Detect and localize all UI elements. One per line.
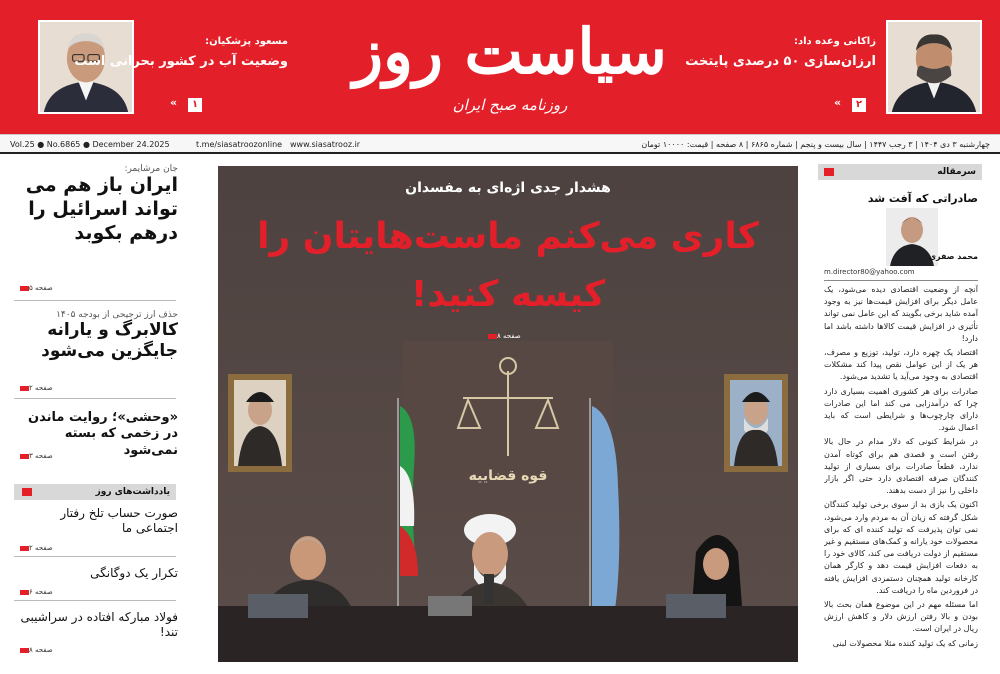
masthead <box>0 0 1000 134</box>
right-teaser-arrows: « <box>834 96 842 109</box>
note-headline[interactable]: فولاد مبارکه افتاده در سراشیبی تند! <box>20 610 178 639</box>
editorial-column <box>818 164 982 674</box>
right-teaser-page[interactable]: ۲ <box>852 98 866 112</box>
right-teaser[interactable] <box>685 20 982 120</box>
editorial-paragraph: آنچه از وضعیت اقتصادی دیده می‌شود، یک عامل دیگر برای افزایش قیمت‌ها نیز به وجود آمده شاید برخی بگویند که این عامل نمی تواند تأثیری در افزایش قیمت کالاها داشته باشد اما دارد! <box>824 285 978 343</box>
main-story-page-ref[interactable] <box>486 332 521 340</box>
left-column <box>0 154 200 674</box>
page-ref-label: صفحه ۵ <box>29 284 53 292</box>
note-item[interactable] <box>16 610 178 640</box>
website-link[interactable]: www.siasatrooz.ir <box>290 140 361 149</box>
note-item[interactable] <box>16 506 178 536</box>
main-story-photo[interactable] <box>218 166 798 662</box>
story-headline[interactable]: کالابرگ و یارانه جایگزین می‌شود <box>41 320 178 362</box>
story-kicker: جان مرشایمر: <box>124 164 178 174</box>
telegram-link[interactable]: t.me/siasatroozonline <box>196 140 283 149</box>
divider <box>824 280 978 281</box>
story-kicker: حذف ارز ترجیحی از بودجه ۱۴۰۵ <box>56 310 178 320</box>
editorial-paragraph: در شرایط کنونی که دلار مدام در حال بالا رفتن است و قصدی هم برای کوتاه آمدن ندارد، قطعاً صادرات برای بسیاری از تولید کنندگان صرفه اقتصادی دارد حتی اگر بازار داخلی را نیز از دست بدهند. <box>824 437 978 496</box>
page-marker-icon <box>20 590 29 595</box>
band-marker-icon <box>824 168 834 176</box>
divider <box>14 300 176 301</box>
portrait-image <box>888 22 980 112</box>
left-portrait-frame <box>228 374 292 472</box>
left-teaser-kicker: مسعود پزشکیان: <box>205 36 288 47</box>
right-teaser-headline[interactable]: ارزان‌سازی ۵۰ درصدی پایتخت <box>685 54 876 69</box>
author-email[interactable]: m.director80@yahoo.com <box>824 268 915 276</box>
divider <box>14 600 176 601</box>
issue-date-line: چهارشنبه ۳ دی ۱۴۰۴ | ۳ رجب ۱۴۴۷ | سال بیست و پنجم | شماره ۶۸۶۵ | ۸ صفحه | قیمت: ۱۰۰۰۰ تومان <box>641 140 990 149</box>
editorial-title[interactable]: صادراتی که آفت شد <box>867 192 978 205</box>
left-teaser[interactable] <box>38 20 328 120</box>
page-marker-icon <box>20 286 29 291</box>
newspaper-logo[interactable]: سیاست روز <box>353 15 667 88</box>
right-teaser-kicker: زاکانی وعده داد: <box>793 36 876 47</box>
page-ref[interactable] <box>18 284 53 292</box>
editorial-paragraph: اقتصاد یک چهره دارد، تولید، توزیع و مصرف، هر یک از این عوامل نقص پیدا کند مشکلات اقتصادی به وجود می‌آید یا تشدید می‌شود. <box>824 348 978 382</box>
editorial-band <box>818 164 982 180</box>
story-mearsheimer[interactable] <box>16 164 178 245</box>
note-headline[interactable]: تکرار یک دوگانگی <box>90 566 178 580</box>
right-portrait-frame <box>724 374 788 472</box>
newspaper-subtitle: روزنامه صبح ایران <box>452 96 568 114</box>
divider <box>14 398 176 399</box>
laptop <box>248 594 308 618</box>
story-headline[interactable]: ایران باز هم می تواند اسرائیل را درهم بکوبد <box>25 174 178 244</box>
page-ref-label: صفحه ۶ <box>29 588 53 596</box>
band-marker-icon <box>22 488 32 496</box>
divider <box>14 556 176 557</box>
left-teaser-page[interactable]: ۱ <box>188 98 202 112</box>
backdrop-text: قوه قضاییه <box>468 468 548 484</box>
page-marker-icon <box>20 386 29 391</box>
volume-line: Vol.25 ● No.6865 ● December 24.2025 <box>10 140 170 149</box>
notes-section-band <box>14 484 176 500</box>
editorial-author: محمد صفری <box>928 252 978 261</box>
left-teaser-headline[interactable]: وضعیت آب در کشور بحرانی است <box>74 54 288 69</box>
page-ref[interactable] <box>18 544 53 552</box>
page-ref-label: صفحه ۸ <box>29 646 53 654</box>
page-ref-label: صفحه ۳ <box>29 452 53 460</box>
story-subsidy[interactable] <box>16 310 178 363</box>
left-teaser-arrows: « <box>170 96 178 109</box>
main-story-kicker: هشدار جدی اژه‌ای به مفسدان <box>405 180 611 196</box>
page-ref[interactable] <box>18 646 53 654</box>
page-marker-icon <box>20 546 29 551</box>
zakani-portrait <box>886 20 982 114</box>
story-headline[interactable]: «وحشی»؛ روایت ماندن در زخمی که بسته نمی‌شود <box>28 410 178 458</box>
main-story-headline-line2[interactable]: کیسه کنید! <box>410 274 606 315</box>
editorial-body <box>824 284 978 672</box>
editorial-band-label: سرمقاله <box>937 167 976 177</box>
main-story-headline-line1[interactable]: کاری می‌کنم ماست‌هایتان را <box>257 216 759 257</box>
note-item[interactable] <box>16 566 178 581</box>
page-ref[interactable] <box>18 452 53 460</box>
editorial-paragraph: اما مسئله مهم در این موضوع همان بحث بالا بودن و بالا رفتن ارزش دلار و کاهش ارزش ریال در ایران است. <box>824 600 978 634</box>
page-ref[interactable] <box>18 588 53 596</box>
page-marker-icon <box>20 648 29 653</box>
notes-band-label: یادداشت‌های روز <box>95 487 170 497</box>
page-ref-label: صفحه ۲ <box>29 544 53 552</box>
page-marker-icon <box>488 334 497 339</box>
editorial-paragraph: زمانی که یک تولید کننده مثلا محصولات لبنی <box>832 638 978 648</box>
page-ref-label: صفحه ۸ <box>497 332 521 340</box>
editorial-paragraph: صادرات برای هر کشوری اهمیت بسیاری دارد چرا که درآمدزایی می کند اما این صادرات دارای چارچوب‌ها و شرایطی است که باید اعمال شود. <box>824 386 978 433</box>
laptop <box>428 596 472 616</box>
info-bar <box>0 134 1000 154</box>
page-marker-icon <box>20 454 29 459</box>
note-headline[interactable]: صورت حساب تلخ رفتار اجتماعی ما <box>60 506 178 535</box>
page-ref[interactable] <box>18 384 53 392</box>
laptop <box>666 594 726 618</box>
editorial-paragraph: اکنون یک بازی بد از سوی برخی تولید کنندگان شکل گرفته که زیان آن به مردم وارد می‌شود، نمی توان پذیرفت که تولید کننده ای که برای محصولات خود یارانه و کمک‌های مستقیم و غیر مستقیم از دولت دریافت می کند، کالای خود را به دفعات افزایش قیمت دهد و کارگر همان کارخانه تولید همچنان دستمزدی افزایش یافته در فروردین ماه را دریافت کند. <box>824 500 978 595</box>
page-ref-label: صفحه ۲ <box>29 384 53 392</box>
